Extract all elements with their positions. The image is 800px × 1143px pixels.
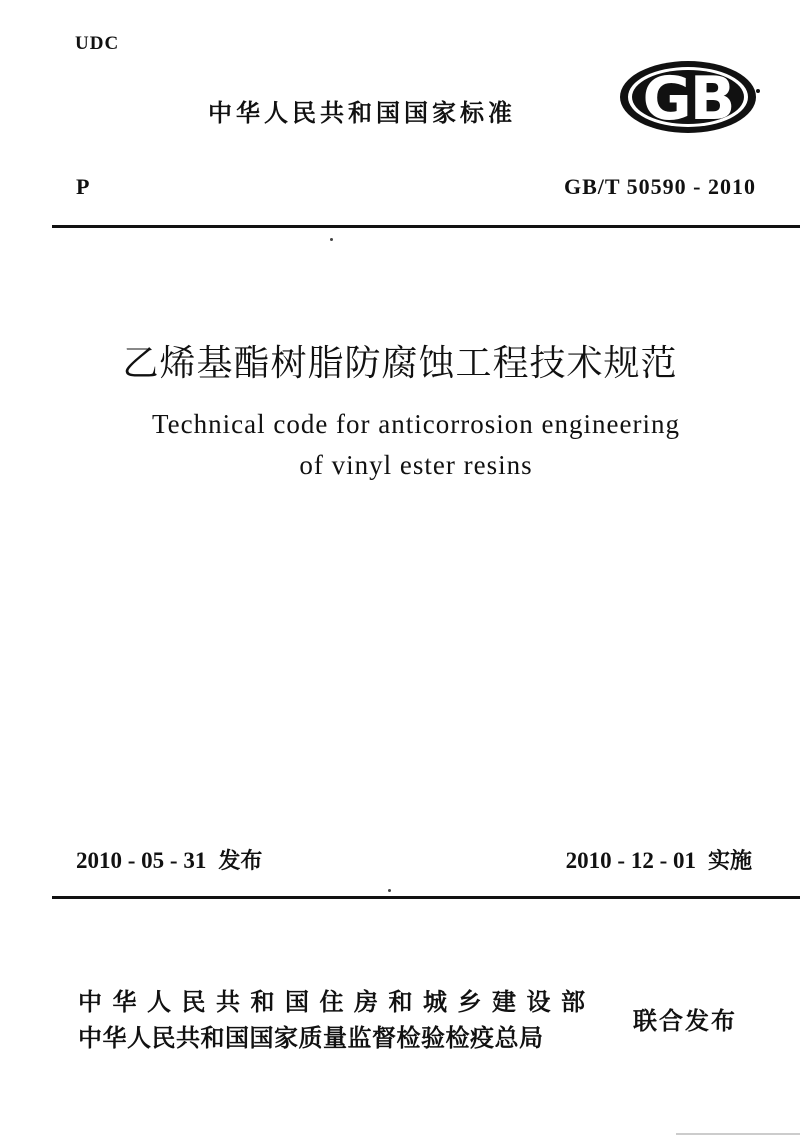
joint-issue-label: 联合发布 bbox=[633, 1007, 737, 1035]
standard-number: GB/T 50590 - 2010 bbox=[563, 174, 756, 199]
title-chinese: 乙烯基酯树脂防腐蚀工程技术规范 bbox=[122, 343, 678, 384]
national-standard-heading: 中华人民共和国国家标准 bbox=[208, 99, 516, 127]
implement-date: 2010 - 12 - 01 bbox=[565, 848, 696, 873]
udc-label: UDC bbox=[75, 33, 120, 54]
gb-logo bbox=[618, 57, 764, 137]
print-speck bbox=[330, 238, 333, 241]
scan-edge-line bbox=[676, 1133, 800, 1135]
svg-text:GB: GB bbox=[642, 64, 734, 134]
title-english-line-2: of vinyl ester resins bbox=[299, 450, 533, 480]
implement-label: 实施 bbox=[707, 849, 752, 874]
classification-code: P bbox=[76, 174, 90, 199]
title-english-line-1: Technical code for anticorrosion engineering bbox=[152, 409, 680, 439]
issuer-aqsiq: 中华人民共和国国家质量监督检验检疫总局 bbox=[78, 1024, 544, 1052]
implement-date-block bbox=[566, 844, 752, 875]
issue-date-block bbox=[76, 844, 262, 875]
footer-divider bbox=[52, 896, 800, 899]
issuer-ministry-housing: 中华人民共和国住房和城乡建设部 bbox=[78, 988, 596, 1016]
issue-label: 发布 bbox=[218, 849, 263, 874]
print-speck bbox=[388, 889, 391, 892]
issue-date: 2010 - 05 - 31 bbox=[76, 848, 207, 873]
header-divider bbox=[52, 225, 800, 228]
